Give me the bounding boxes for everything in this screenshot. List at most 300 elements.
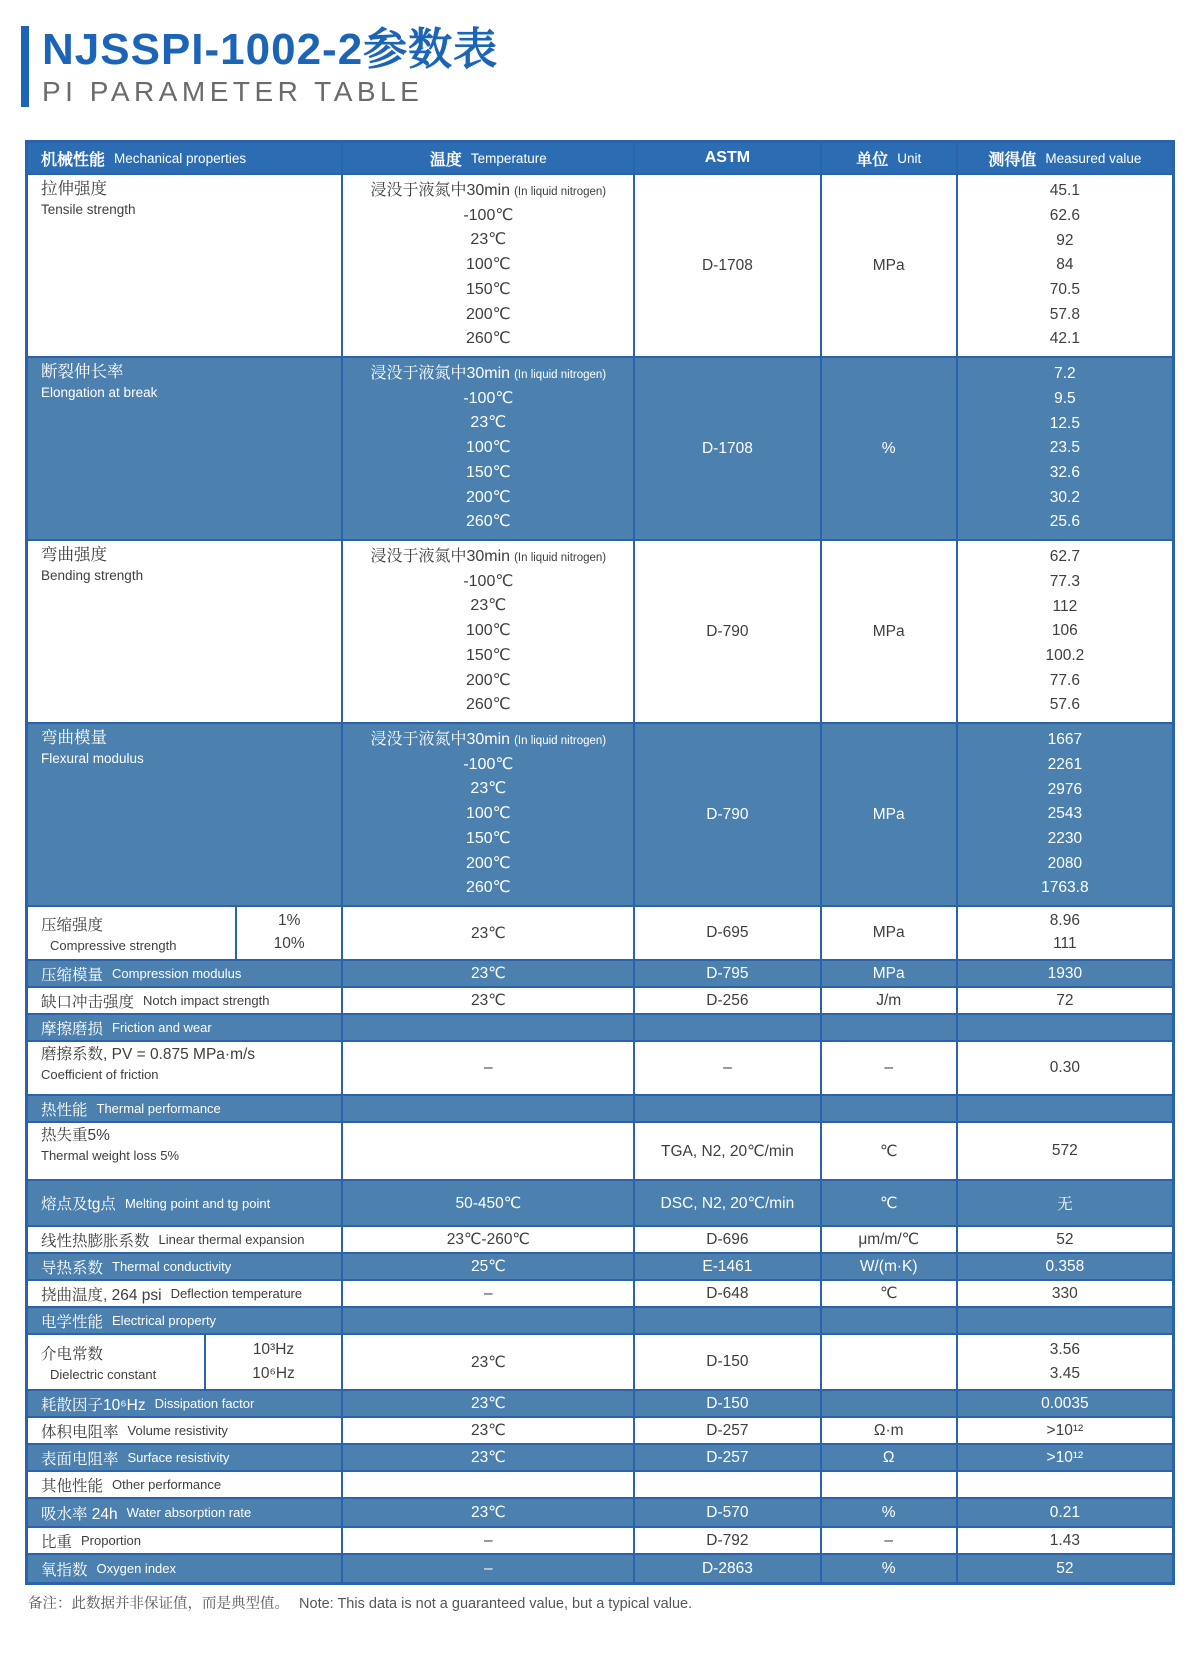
astm-text: D-150	[706, 1353, 749, 1370]
cell-value	[956, 1445, 1172, 1470]
cell-astm	[633, 1391, 819, 1416]
cell-unit	[820, 724, 956, 905]
value-line: 70.5	[1049, 281, 1080, 299]
cell-value	[956, 1042, 1172, 1094]
cell-param	[28, 1472, 341, 1497]
cell-value	[956, 358, 1172, 539]
cell-param	[28, 1308, 341, 1333]
cell-param	[28, 175, 341, 356]
cell-unit	[820, 1181, 956, 1225]
param-label-zh: 热性能	[41, 1101, 88, 1119]
value-text: 572	[1051, 1142, 1078, 1159]
param-label-en: Notch impact strength	[143, 993, 270, 1008]
footer-note	[28, 1592, 698, 1613]
title-accent-bar	[21, 26, 29, 107]
param-label-en: Bending strength	[41, 568, 144, 583]
cell-value	[956, 1281, 1172, 1306]
unit-text: %	[881, 1503, 896, 1521]
param-label-en: Compressive strength	[50, 938, 177, 953]
row-volume-resistivity	[28, 1416, 1172, 1443]
param-label-en: Coefficient of friction	[41, 1067, 159, 1082]
param-label-zh: 体积电阻率	[41, 1423, 119, 1441]
cell-value	[956, 1227, 1172, 1252]
param-label-zh: 挠曲温度, 264 psi	[41, 1286, 162, 1304]
temp-text: 260℃	[465, 879, 511, 897]
value-text: 1930	[1047, 964, 1083, 982]
param-table	[25, 140, 1175, 1585]
temp-text: 23℃	[470, 1504, 506, 1521]
cell-temperature	[341, 907, 633, 959]
cell-astm	[633, 988, 819, 1013]
param-label-zh: 导热系数	[41, 1259, 104, 1277]
param-label-zh: 吸水率 24h	[41, 1505, 118, 1523]
value-text: 0.30	[1049, 1059, 1080, 1076]
astm-text: D-790	[706, 622, 749, 640]
temp-line	[343, 549, 633, 566]
value-text: 72	[1056, 991, 1074, 1009]
row-melting-point-and-tg-point	[28, 1179, 1172, 1225]
temp-text: 23℃	[470, 231, 507, 249]
astm-text: D-792	[706, 1531, 749, 1549]
value-line: 1667	[1047, 731, 1083, 749]
cell-param	[28, 358, 341, 539]
row-coefficient-of-friction	[28, 1040, 1172, 1094]
temp-text: 23℃	[470, 1353, 506, 1371]
temp-text: 23℃	[470, 1422, 506, 1439]
cell-param	[28, 541, 341, 722]
cell-astm	[633, 1281, 819, 1306]
header-cell-astm	[633, 143, 819, 173]
param-label-en: Thermal performance	[96, 1101, 221, 1116]
unit-text: MPa	[872, 805, 905, 823]
temp-line	[343, 514, 633, 531]
cell-temperature	[341, 1042, 633, 1094]
header-label-en: Unit	[897, 150, 922, 166]
cell-temperature	[341, 1015, 633, 1040]
temp-text: 100℃	[465, 805, 511, 823]
value-lines	[958, 175, 1172, 356]
temp-line	[343, 490, 633, 507]
header-cell-unit	[820, 143, 956, 173]
cell-unit	[820, 1227, 956, 1252]
temp-text: 23℃	[470, 924, 506, 942]
value-lines	[958, 724, 1172, 905]
row-water-absorption-rate	[28, 1497, 1172, 1526]
cell-param	[28, 1391, 341, 1416]
param-label-en: Flexural modulus	[41, 751, 144, 766]
param-label-zh: 热失重5%	[41, 1127, 110, 1144]
temp-text: 100℃	[465, 256, 511, 274]
cell-temperature	[341, 175, 633, 356]
param-label-zh: 比重	[41, 1533, 73, 1551]
row-deflection-temperature	[28, 1279, 1172, 1306]
unit-text: ℃	[879, 1194, 898, 1212]
temp-text: 23℃	[470, 1449, 506, 1466]
temp-line	[343, 415, 633, 432]
cell-astm	[633, 1227, 819, 1252]
cell-astm	[633, 175, 819, 356]
temp-line	[343, 366, 633, 383]
param-label-zh: 氧指数	[41, 1561, 88, 1579]
row-oxygen-index	[28, 1553, 1172, 1582]
temp-text: –	[484, 1559, 493, 1577]
temp-text: 200℃	[465, 305, 511, 323]
value-line: 2230	[1047, 830, 1083, 848]
value-text: 52	[1056, 1559, 1074, 1577]
temp-line	[343, 856, 633, 873]
page-header	[21, 26, 498, 107]
cell-temperature	[341, 1181, 633, 1225]
temp-text: 150℃	[465, 646, 511, 664]
cell-value	[956, 541, 1172, 722]
cell-value	[956, 988, 1172, 1013]
cell-temperature	[341, 1123, 633, 1179]
table-header-row	[28, 143, 1172, 173]
value-text: 1.43	[1049, 1531, 1080, 1549]
cell-param	[28, 1555, 341, 1582]
astm-text: E-1461	[702, 1257, 753, 1275]
row-dielectric-constant	[28, 1333, 1172, 1389]
temp-line	[343, 831, 633, 848]
param-label-zh: 线性热膨胀系数	[41, 1232, 150, 1250]
cell-value	[956, 961, 1172, 986]
cell-temperature	[341, 988, 633, 1013]
value-text: >10¹²	[1046, 1448, 1084, 1466]
value-line: 12.5	[1049, 414, 1080, 432]
sub-condition: 10⁶Hz	[252, 1364, 295, 1382]
temp-line	[343, 806, 633, 823]
temp-line	[343, 623, 633, 640]
cell-param	[28, 1528, 341, 1553]
astm-text: D-696	[706, 1230, 749, 1248]
temp-line	[343, 598, 633, 615]
astm-text: D-570	[706, 1503, 749, 1521]
cell-temperature	[341, 1555, 633, 1582]
cell-astm	[633, 724, 819, 905]
value-text: 52	[1056, 1230, 1074, 1248]
param-label-en: Linear thermal expansion	[158, 1232, 305, 1247]
temp-text: 23℃	[470, 780, 507, 798]
header-label-zh: 机械性能	[41, 151, 106, 169]
cell-unit	[820, 1335, 956, 1389]
unit-text: –	[884, 1531, 894, 1549]
temp-line	[343, 282, 633, 299]
cell-temperature	[341, 358, 633, 539]
header-cell-mechanical-properties	[28, 143, 341, 173]
cell-temperature	[341, 1281, 633, 1306]
param-label-en: Proportion	[81, 1533, 141, 1548]
cell-astm	[633, 1555, 819, 1582]
value-line: 62.7	[1049, 548, 1080, 566]
value-text: >10¹²	[1046, 1421, 1084, 1439]
row-thermal-weight-loss	[28, 1121, 1172, 1179]
param-label-zh: 其他性能	[41, 1477, 104, 1495]
unit-text: %	[881, 1559, 896, 1577]
temp-text: 200℃	[465, 488, 511, 506]
temp-text: -100℃	[463, 755, 514, 773]
cell-unit	[820, 988, 956, 1013]
cell-temperature	[341, 1499, 633, 1526]
cell-temperature	[341, 1472, 633, 1497]
param-label-zh: 弯曲强度	[41, 546, 107, 564]
astm-text: D-795	[706, 964, 749, 982]
cell-temperature	[341, 1227, 633, 1252]
value-line: 9.5	[1054, 390, 1076, 408]
cell-value	[956, 1181, 1172, 1225]
value-text: 0.21	[1049, 1503, 1080, 1521]
cell-unit	[820, 1096, 956, 1121]
cell-value	[956, 1555, 1172, 1582]
cell-param	[28, 1335, 341, 1389]
cell-param	[28, 1254, 341, 1279]
param-label-en: Compression modulus	[112, 966, 242, 981]
cell-unit	[820, 1528, 956, 1553]
temp-line	[343, 331, 633, 348]
param-label-zh: 缺口冲击强度	[41, 993, 135, 1011]
cell-unit	[820, 907, 956, 959]
value-line: 77.3	[1049, 573, 1080, 591]
param-label-en: Dielectric constant	[50, 1367, 157, 1382]
cell-astm	[633, 1418, 819, 1443]
temp-text: -100℃	[463, 206, 514, 224]
param-label-en: Other performance	[112, 1477, 222, 1492]
cell-unit	[820, 1499, 956, 1526]
temp-text: 50-450℃	[455, 1194, 522, 1212]
temp-line	[343, 208, 633, 225]
cell-temperature	[341, 1335, 633, 1389]
temp-text: 浸没于液氮中30min	[370, 364, 511, 382]
cell-astm	[633, 1123, 819, 1179]
cell-value	[956, 1472, 1172, 1497]
temp-line	[343, 232, 633, 249]
cell-value	[956, 724, 1172, 905]
value-line: 8.96	[1049, 912, 1080, 930]
value-line: 92	[1056, 231, 1074, 249]
unit-text: MPa	[872, 964, 905, 982]
cell-value	[956, 1418, 1172, 1443]
param-label-zh: 拉伸强度	[41, 180, 107, 198]
unit-text: ℃	[879, 1285, 898, 1302]
temp-text: 浸没于液氮中30min	[370, 547, 511, 565]
header-label-zh: 单位	[856, 151, 889, 169]
cell-unit	[820, 1015, 956, 1040]
temp-text: 200℃	[465, 854, 511, 872]
value-line: 57.6	[1049, 696, 1080, 714]
temp-line	[343, 183, 633, 200]
cell-temperature	[341, 1528, 633, 1553]
value-lines	[958, 907, 1172, 959]
cell-temperature	[341, 961, 633, 986]
value-line: 111	[1053, 935, 1077, 953]
value-text: 无	[1057, 1196, 1073, 1213]
value-line: 7.2	[1054, 365, 1076, 383]
astm-text: D-695	[706, 924, 749, 941]
cell-astm	[633, 1445, 819, 1470]
astm-text: D-790	[706, 805, 749, 823]
value-line: 2261	[1047, 756, 1083, 774]
temp-text: 200℃	[465, 671, 511, 689]
value-line: 3.56	[1049, 1341, 1080, 1359]
row-tensile-strength	[28, 173, 1172, 356]
temp-text: 23℃	[470, 992, 506, 1009]
temp-note: (In liquid nitrogen)	[514, 185, 607, 198]
header-label-en: Temperature	[470, 150, 547, 166]
value-line: 23.5	[1049, 439, 1080, 457]
row-surface-resistivity	[28, 1443, 1172, 1470]
astm-text: –	[723, 1059, 732, 1076]
temp-lines	[343, 724, 633, 905]
row-compression-modulus	[28, 959, 1172, 986]
cell-value	[956, 907, 1172, 959]
cell-astm	[633, 1472, 819, 1497]
cell-param	[28, 1015, 341, 1040]
unit-text: J/m	[876, 991, 902, 1009]
temp-note: (In liquid nitrogen)	[514, 734, 607, 747]
unit-text: MPa	[872, 256, 905, 274]
value-line: 2976	[1047, 780, 1083, 798]
cell-unit	[820, 961, 956, 986]
unit-text: %	[881, 439, 896, 457]
param-label-en: Surface resistivity	[127, 1450, 230, 1465]
value-line: 45.1	[1049, 182, 1080, 200]
temp-lines	[343, 358, 633, 539]
unit-text: MPa	[872, 622, 905, 640]
cell-unit	[820, 1391, 956, 1416]
cell-param	[28, 907, 341, 959]
astm-text: D-648	[706, 1284, 749, 1302]
value-line: 2543	[1047, 805, 1083, 823]
cell-astm	[633, 907, 819, 959]
temp-text: 23℃-260℃	[446, 1231, 530, 1248]
footer-note-zh: 备注：此数据并非保证值，而是典型值。	[28, 1596, 289, 1612]
header-cell-measured-value	[956, 143, 1172, 173]
cell-unit	[820, 175, 956, 356]
cell-value	[956, 1096, 1172, 1121]
param-label-en: Melting point and tg point	[124, 1195, 271, 1211]
temp-text: –	[484, 1531, 493, 1549]
value-line: 57.8	[1049, 305, 1080, 323]
header-label-en: Mechanical properties	[114, 150, 247, 166]
value-line: 30.2	[1049, 488, 1080, 506]
cell-astm	[633, 961, 819, 986]
cell-astm	[633, 541, 819, 722]
temp-lines	[343, 541, 633, 722]
sub-condition: 10%	[273, 935, 305, 953]
cell-unit	[820, 1308, 956, 1333]
row-dissipation-factor	[28, 1389, 1172, 1416]
cell-param	[28, 1281, 341, 1306]
value-line: 112	[1052, 597, 1078, 615]
param-label-en: Water absorption rate	[126, 1505, 252, 1520]
cell-temperature	[341, 1445, 633, 1470]
unit-text: μm/m/℃	[858, 1231, 920, 1248]
temp-text: 150℃	[465, 280, 511, 298]
astm-text: D-1708	[701, 439, 753, 457]
cell-unit	[820, 1445, 956, 1470]
row-bending-strength	[28, 539, 1172, 722]
header-label-en: Measured value	[1045, 150, 1142, 166]
cell-param	[28, 1445, 341, 1470]
temp-text: 260℃	[465, 513, 511, 531]
cell-param	[28, 1499, 341, 1526]
sub-condition-list	[204, 1335, 342, 1389]
param-label-zh: 磨擦系数, PV = 0.875 MPa·m/s	[41, 1046, 256, 1063]
temp-text: 100℃	[465, 622, 511, 640]
temp-line	[343, 465, 633, 482]
header-label-astm: ASTM	[704, 149, 751, 166]
cell-temperature	[341, 724, 633, 905]
param-label-en: Electrical property	[112, 1313, 217, 1328]
param-label-zh: 摩擦磨损	[41, 1020, 104, 1038]
unit-text: W/(m·K)	[859, 1257, 918, 1275]
temp-text: –	[484, 1284, 493, 1302]
unit-text: Ω	[882, 1448, 895, 1466]
param-label-zh: 表面电阻率	[41, 1450, 119, 1468]
param-label-en: Deflection temperature	[170, 1286, 303, 1301]
cell-astm	[633, 358, 819, 539]
temp-text: 23℃	[470, 965, 506, 982]
param-label-zh: 压缩模量	[41, 966, 104, 984]
param-label-zh: 断裂伸长率	[41, 363, 124, 381]
cell-param	[28, 1181, 341, 1225]
unit-text: Ω·m	[873, 1421, 904, 1439]
param-label-en: Thermal conductivity	[112, 1259, 232, 1274]
sub-condition: 10³Hz	[252, 1341, 295, 1359]
cell-temperature	[341, 1308, 633, 1333]
cell-value	[956, 1254, 1172, 1279]
astm-text: D-257	[706, 1448, 749, 1466]
title-text-group	[42, 26, 498, 107]
astm-text: DSC, N2, 20℃/min	[660, 1194, 795, 1212]
temp-line	[343, 257, 633, 274]
value-line: 25.6	[1049, 513, 1080, 531]
astm-text: D-256	[706, 991, 749, 1009]
temp-text: 100℃	[465, 439, 511, 457]
row-section-thermal-performance	[28, 1094, 1172, 1121]
row-elongation-at-break	[28, 356, 1172, 539]
temp-text: 25℃	[470, 1258, 506, 1275]
value-line: 2080	[1047, 854, 1083, 872]
temp-line	[343, 307, 633, 324]
temp-line	[343, 391, 633, 408]
param-label-zh: 压缩强度	[41, 917, 104, 934]
temp-line	[343, 648, 633, 665]
value-line: 42.1	[1049, 330, 1080, 348]
temp-line	[343, 697, 633, 714]
temp-line	[343, 574, 633, 591]
cell-astm	[633, 1015, 819, 1040]
temp-text: –	[484, 1059, 493, 1076]
cell-unit	[820, 541, 956, 722]
cell-unit	[820, 358, 956, 539]
value-lines	[958, 1335, 1172, 1389]
cell-unit	[820, 1555, 956, 1582]
cell-astm	[633, 1528, 819, 1553]
param-label-en: Elongation at break	[41, 385, 158, 400]
cell-value	[956, 1499, 1172, 1526]
cell-astm	[633, 1096, 819, 1121]
cell-temperature	[341, 541, 633, 722]
cell-astm	[633, 1335, 819, 1389]
param-label-en: Volume resistivity	[127, 1423, 228, 1438]
unit-text: MPa	[872, 924, 905, 941]
temp-line	[343, 440, 633, 457]
cell-unit	[820, 1123, 956, 1179]
param-label-zh: 介电常数	[41, 1346, 104, 1363]
value-text: 0.0035	[1041, 1394, 1089, 1412]
cell-astm	[633, 1042, 819, 1094]
footer-note-en: Note: This data is not a guaranteed value, but a typical value.	[299, 1596, 693, 1612]
